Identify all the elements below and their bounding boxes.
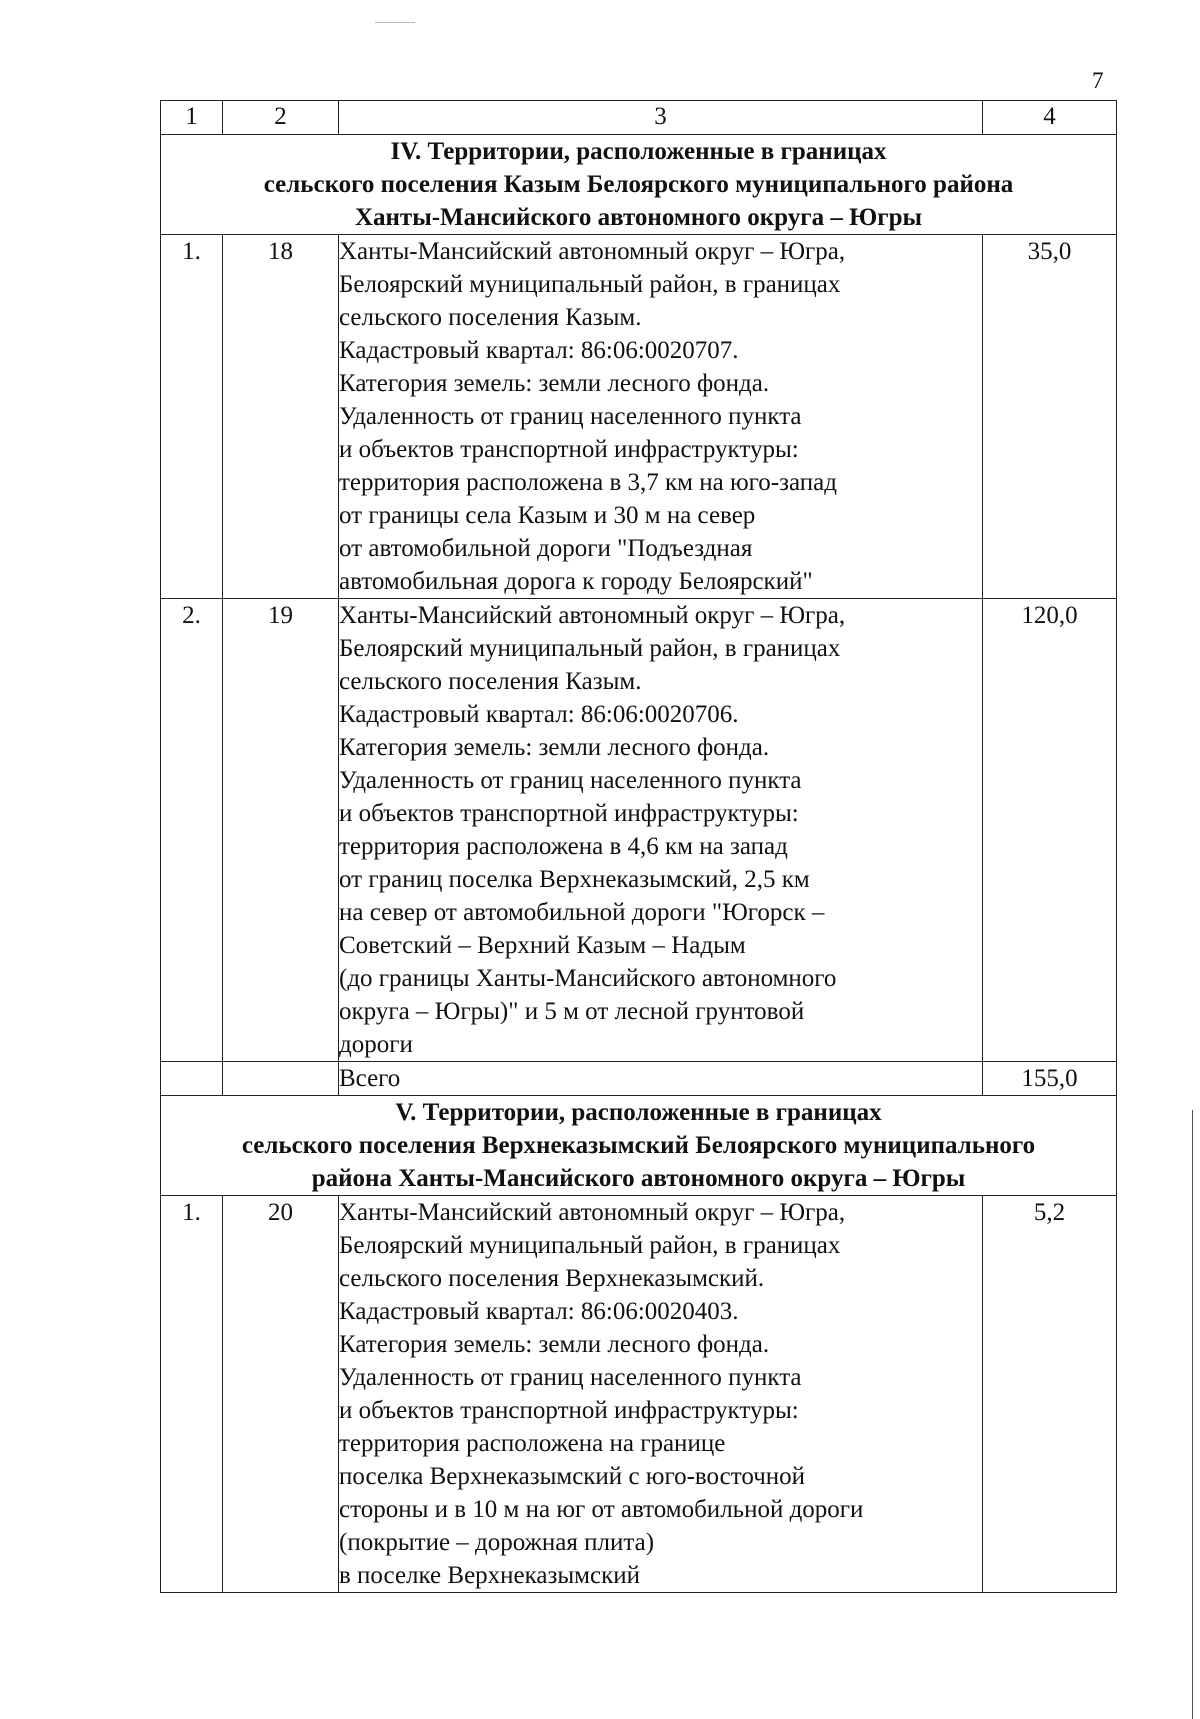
section-title-line: V. Территории, расположенные в границах: [395, 1099, 882, 1126]
description-line: дороги: [339, 1031, 413, 1058]
description-line: Удаленность от границ населенного пункта: [339, 403, 802, 430]
column-header-2: 2: [223, 101, 339, 135]
section-title: [161, 1096, 1117, 1196]
territory-id: 18: [223, 235, 339, 599]
empty-cell: [161, 1062, 223, 1096]
row-number: 1.: [161, 235, 223, 599]
description-line: округа – Югры)" и 5 м от лесной грунтовой: [339, 998, 805, 1025]
description-line: Ханты-Мансийский автономный округ – Югра,: [339, 1199, 846, 1226]
territory-id: 19: [223, 599, 339, 1062]
column-header-row: [161, 101, 1117, 135]
description-line: Кадастровый квартал: 86:06:0020706.: [339, 701, 739, 728]
description-line: (до границы Ханты-Мансийского автономного: [339, 965, 837, 992]
description-line: Белоярский муниципальный район, в границах: [339, 271, 841, 298]
description-line: Белоярский муниципальный район, в границах: [339, 1232, 841, 1259]
description-line: Категория земель: земли лесного фонда.: [339, 370, 770, 397]
scan-mark: [375, 22, 415, 23]
table-row: [161, 1196, 1117, 1593]
territory-area: 5,2: [983, 1196, 1117, 1593]
column-header-3: 3: [339, 101, 983, 135]
section-title-line: IV. Территории, расположенные в границах: [390, 138, 887, 165]
description-line: и объектов транспортной инфраструктуры:: [339, 1397, 799, 1424]
description-line: сельского поселения Казым.: [339, 304, 642, 331]
description-line: Кадастровый квартал: 86:06:0020403.: [339, 1298, 739, 1325]
description-line: территория расположена в 4,6 км на запад: [339, 833, 788, 860]
total-row: [161, 1062, 1117, 1096]
section-title-row: [161, 135, 1117, 235]
territory-area: 35,0: [983, 235, 1117, 599]
territory-area: 120,0: [983, 599, 1117, 1062]
description-line: Удаленность от границ населенного пункта: [339, 1364, 802, 1391]
section-title-row: [161, 1096, 1117, 1196]
column-header-1: 1: [161, 101, 223, 135]
row-number: 1.: [161, 1196, 223, 1593]
description-line: Ханты-Мансийский автономный округ – Югра,: [339, 238, 846, 265]
total-label: Всего: [339, 1062, 983, 1096]
row-number: 2.: [161, 599, 223, 1062]
description-line: Советский – Верхний Казым – Надым: [339, 932, 746, 959]
description-line: поселка Верхнеказымский с юго-восточной: [339, 1463, 806, 1490]
description-line: на север от автомобильной дороги "Югорск –: [339, 899, 825, 926]
description-line: от границ поселка Верхнеказымский, 2,5 км: [339, 866, 810, 893]
section-title-line: Ханты-Мансийского автономного округа – Югры: [354, 204, 923, 231]
description-line: от автомобильной дороги "Подъездная: [339, 535, 753, 562]
description-line: от границы села Казым и 30 м на север: [339, 502, 756, 529]
territory-description: [339, 599, 983, 1062]
territories-table: [160, 100, 1117, 1593]
description-line: территория расположена в 3,7 км на юго-запад: [339, 469, 837, 496]
total-value: 155,0: [983, 1062, 1117, 1096]
section-title-line: сельского поселения Верхнеказымский Белоярского муниципального: [241, 1132, 1036, 1159]
section-title-line: района Ханты-Мансийского автономного округа – Югры: [311, 1165, 966, 1192]
description-line: и объектов транспортной инфраструктуры:: [339, 800, 799, 827]
territory-description: [339, 1196, 983, 1593]
description-line: (покрытие – дорожная плита): [339, 1529, 655, 1556]
description-line: Кадастровый квартал: 86:06:0020707.: [339, 337, 739, 364]
description-line: Удаленность от границ населенного пункта: [339, 767, 802, 794]
section-title: [161, 135, 1117, 235]
table-row: [161, 599, 1117, 1062]
description-line: Категория земель: земли лесного фонда.: [339, 1331, 770, 1358]
page-number: 7: [1092, 68, 1104, 93]
description-line: Белоярский муниципальный район, в границах: [339, 635, 841, 662]
description-line: сельского поселения Казым.: [339, 668, 642, 695]
territory-description: [339, 235, 983, 599]
scan-edge-line: [1192, 1110, 1193, 1719]
section-title-line: сельского поселения Казым Белоярского муниципального района: [263, 171, 1014, 198]
empty-cell: [223, 1062, 339, 1096]
description-line: сельского поселения Верхнеказымский.: [339, 1265, 765, 1292]
description-line: и объектов транспортной инфраструктуры:: [339, 436, 799, 463]
description-line: Категория земель: земли лесного фонда.: [339, 734, 770, 761]
description-line: в поселке Верхнеказымский: [339, 1562, 641, 1589]
description-line: стороны и в 10 м на юг от автомобильной дороги: [339, 1496, 864, 1523]
description-line: территория расположена на границе: [339, 1430, 726, 1457]
table-row: [161, 235, 1117, 599]
description-line: Ханты-Мансийский автономный округ – Югра,: [339, 602, 846, 629]
description-line: автомобильная дорога к городу Белоярский": [339, 568, 813, 595]
column-header-4: 4: [983, 101, 1117, 135]
territory-id: 20: [223, 1196, 339, 1593]
